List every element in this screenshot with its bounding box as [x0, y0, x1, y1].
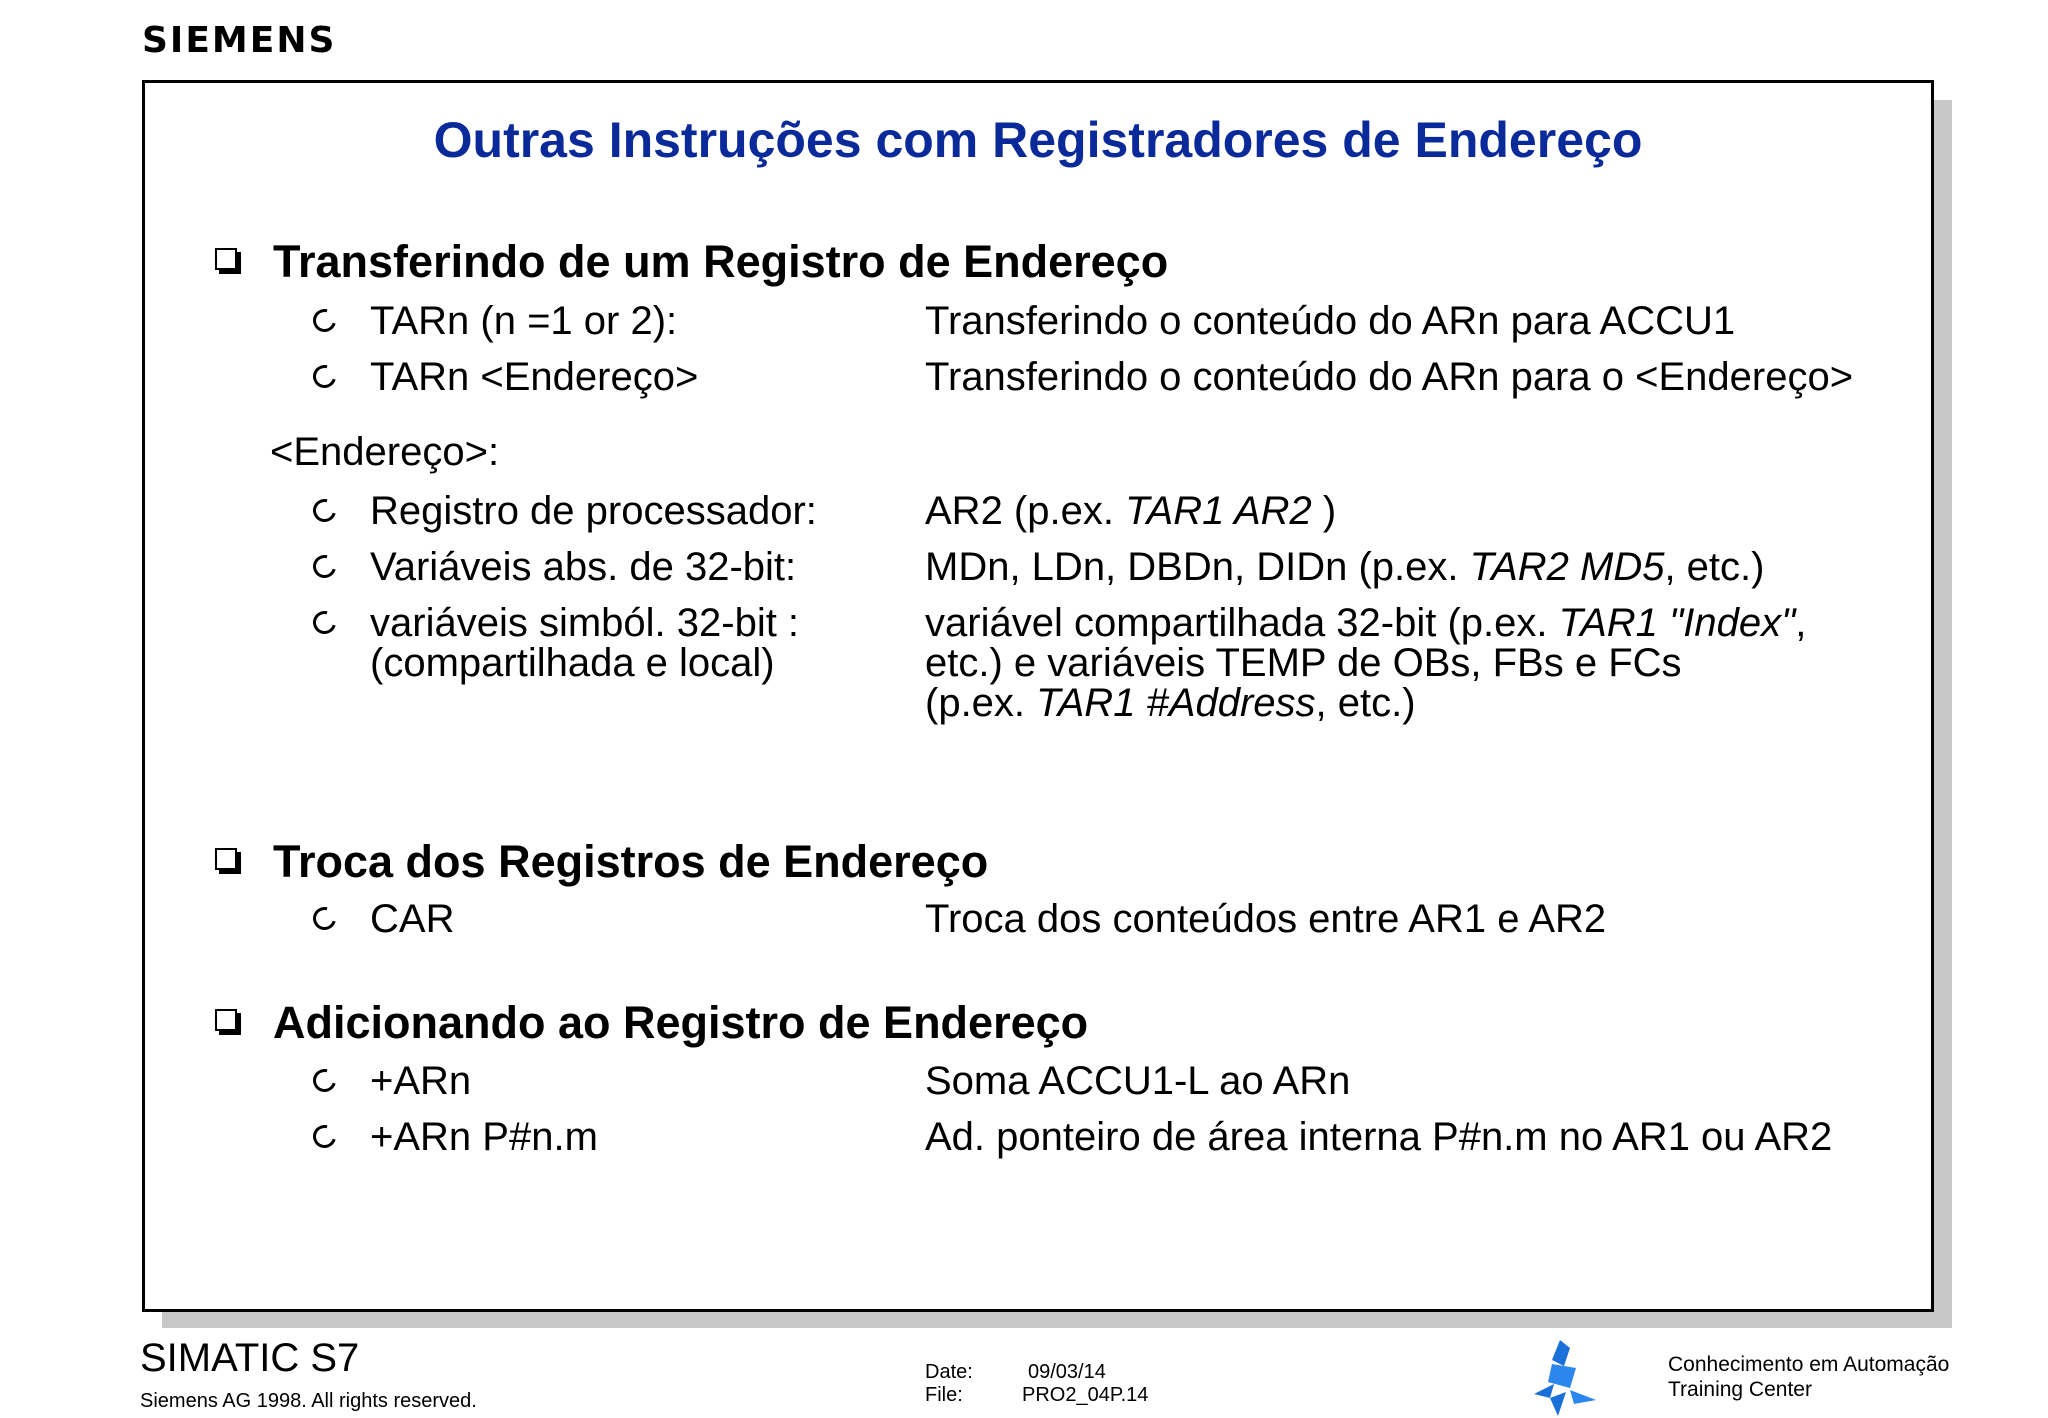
item-desc: Transferindo o conteúdo do ARn para o <Endereço> — [925, 355, 1854, 399]
item-desc: Ad. ponteiro de área interna P#n.m no AR1 ou AR2 — [925, 1115, 1833, 1159]
ring-bullet-icon — [309, 361, 340, 392]
ring-bullet-icon — [309, 305, 340, 336]
copyright: Siemens AG 1998. All rights reserved. — [140, 1390, 477, 1412]
item-desc-cont: (p.ex. TAR1 #Address, etc.) — [925, 681, 1416, 725]
ring-bullet-icon — [309, 495, 340, 526]
item-label: Variáveis abs. de 32-bit: — [370, 545, 797, 589]
date-label: Date: — [925, 1361, 973, 1383]
slide-title: Outras Instruções com Registradores de Endereço — [433, 112, 1643, 168]
ring-bullet-icon — [309, 607, 340, 638]
item-label: CAR — [370, 897, 455, 941]
ring-bullet-icon — [309, 551, 340, 582]
siemens-logo: SIEMENS — [142, 20, 337, 61]
section-heading-add: Adicionando ao Registro de Endereço — [273, 997, 1089, 1048]
checkbox-bullet-icon — [215, 848, 237, 870]
checkbox-bullet-icon — [215, 1009, 237, 1031]
ring-bullet-icon — [309, 1121, 340, 1152]
checkbox-bullet-icon — [215, 248, 237, 270]
item-desc: Transferindo o conteúdo do ARn para ACCU1 — [925, 299, 1736, 343]
ring-bullet-icon — [309, 1065, 340, 1096]
item-desc: MDn, LDn, DBDn, DIDn (p.ex. TAR2 MD5, etc.) — [925, 545, 1765, 589]
training-center-text — [1668, 1352, 1949, 1402]
slide-frame — [142, 80, 1934, 1312]
product-name: SIMATIC S7 — [140, 1336, 360, 1380]
file-label: File: — [925, 1384, 963, 1406]
file-value: PRO2_04P.14 — [1022, 1384, 1149, 1406]
item-label-cont: (compartilhada e local) — [370, 641, 775, 685]
item-desc: Troca dos conteúdos entre AR1 e AR2 — [925, 897, 1607, 941]
item-desc: Soma ACCU1-L ao ARn — [925, 1059, 1351, 1103]
item-label: TARn (n =1 or 2): — [370, 299, 678, 343]
section-heading-swap: Troca dos Registros de Endereço — [273, 836, 989, 887]
date-value: 09/03/14 — [1028, 1361, 1106, 1383]
item-label: +ARn P#n.m — [370, 1115, 598, 1159]
tc-line1: Conhecimento em Automação — [1668, 1353, 1950, 1376]
section-heading-transfer: Transferindo de um Registro de Endereço — [273, 236, 1169, 287]
item-label: +ARn — [370, 1059, 472, 1103]
item-desc: AR2 (p.ex. TAR1 AR2 ) — [925, 489, 1337, 533]
item-desc-cont: etc.) e variáveis TEMP de OBs, FBs e FCs — [925, 641, 1682, 685]
address-label: <Endereço>: — [270, 430, 500, 474]
tc-line2: Training Center — [1668, 1378, 1812, 1401]
training-center-logo-icon — [1530, 1338, 1600, 1418]
item-desc: variável compartilhada 32-bit (p.ex. TAR1 "Index", — [925, 601, 1807, 645]
item-label: variáveis simból. 32-bit : — [370, 601, 800, 645]
item-label: TARn <Endereço> — [370, 355, 699, 399]
ring-bullet-icon — [309, 903, 340, 934]
item-label: Registro de processador: — [370, 489, 817, 533]
